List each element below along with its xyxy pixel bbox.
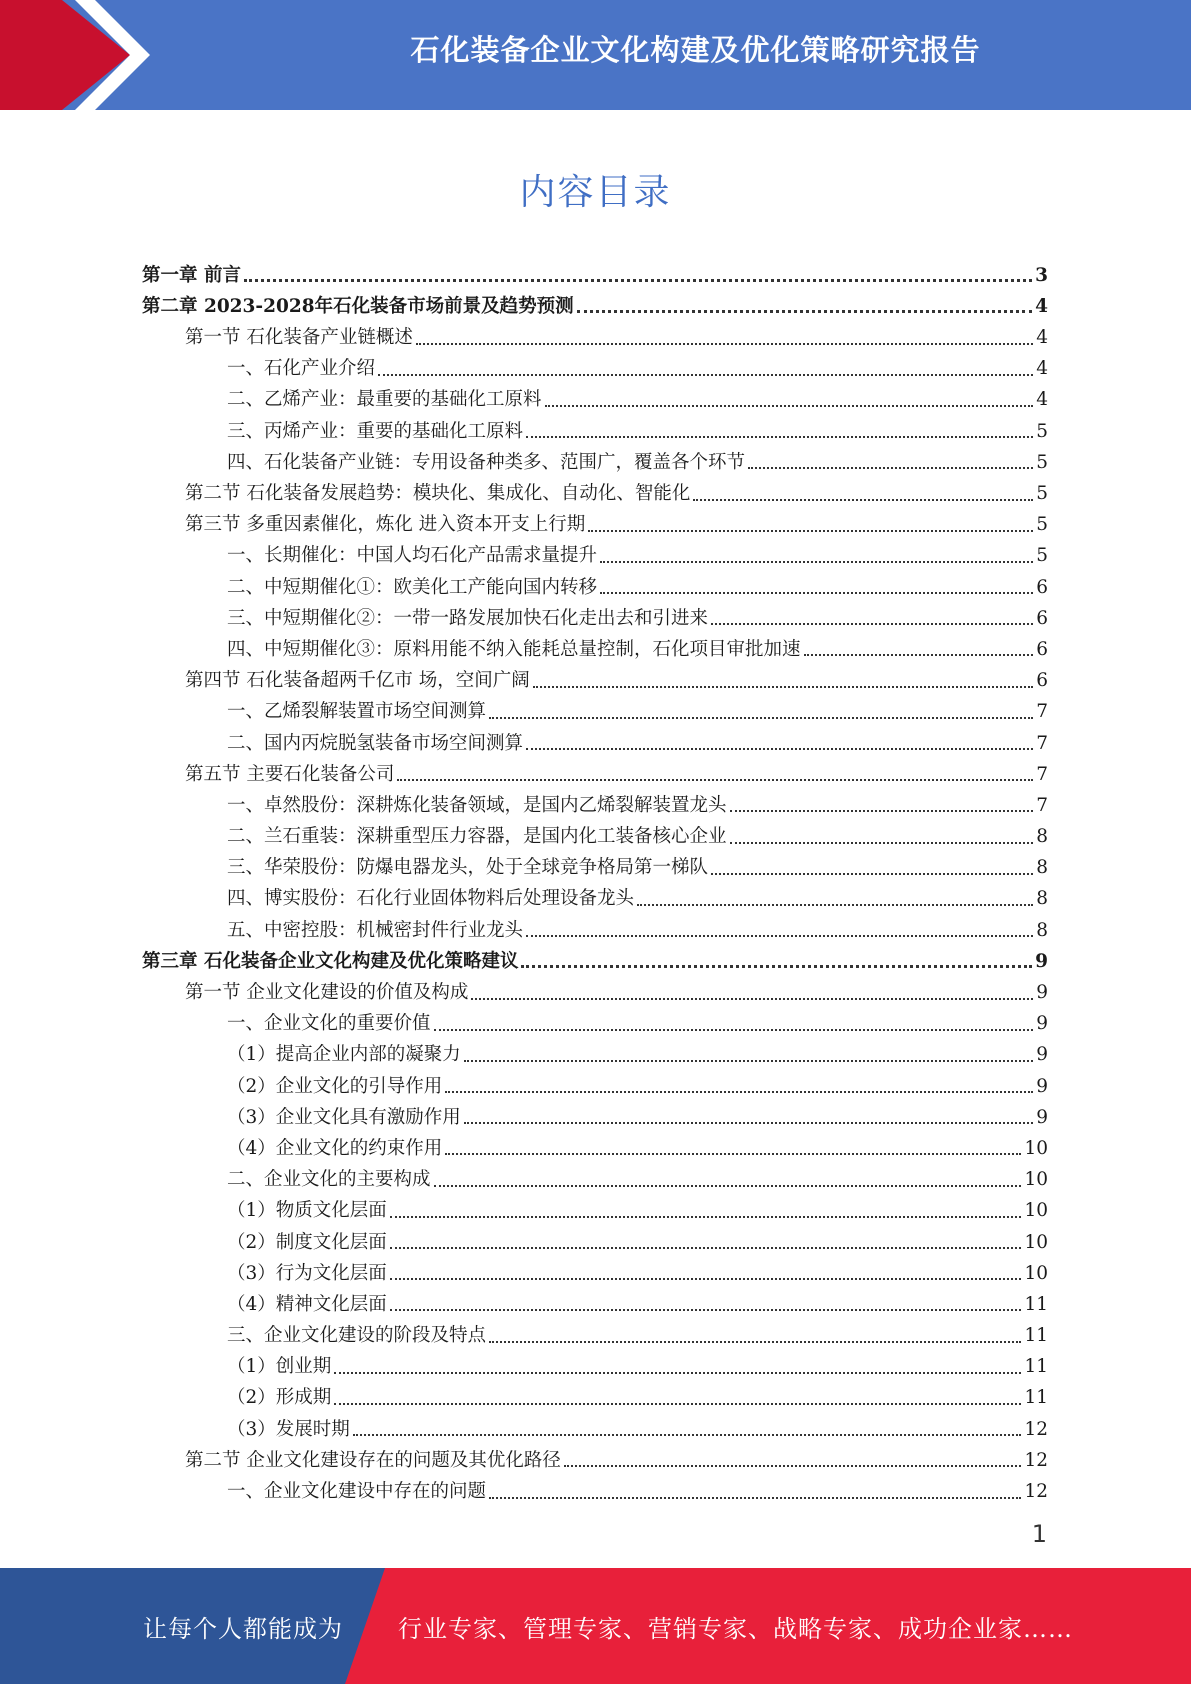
toc-entry-page: 8 [1036, 857, 1048, 879]
toc-entry-title: 五、中密控股：机械密封件行业龙头 [227, 919, 524, 941]
toc-leader-dots [378, 374, 1033, 376]
toc-entry-title: 第三节 多重因素催化，炼化 进入资本开支上行期 [185, 514, 586, 536]
toc-entry-page: 11 [1024, 1387, 1048, 1409]
toc-leader-dots [390, 1309, 1022, 1311]
toc-leader-dots [445, 1091, 1033, 1093]
toc-leader-dots [600, 592, 1033, 594]
toc-entry-title: 二、乙烯产业：最重要的基础化工原料 [227, 389, 542, 411]
toc-entry-title: 三、企业文化建设的阶段及特点 [227, 1325, 487, 1347]
toc-entry-page: 10 [1024, 1169, 1048, 1191]
toc-entry-title: （4）精神文化层面 [227, 1293, 387, 1315]
toc-entry[interactable] [142, 441, 1048, 472]
toc-entry-title: 四、中短期催化③：原料用能不纳入能耗总量控制，石化项目审批加速 [227, 638, 801, 660]
toc-entry-title: 三、华荣股份：防爆电器龙头，处于全球竞争格局第一梯队 [227, 857, 709, 879]
toc-entry-title: （3）发展时期 [227, 1418, 350, 1440]
toc-leader-dots [637, 904, 1033, 906]
toc-entry[interactable] [142, 1158, 1048, 1189]
toc-entry-title: 第四节 石化装备超两千亿市 场，空间广阔 [185, 670, 530, 692]
toc-entry[interactable] [142, 1283, 1048, 1314]
toc-leader-dots [434, 1185, 1022, 1187]
toc-leader-dots [416, 343, 1033, 345]
toc-leader-dots [397, 779, 1033, 781]
toc-leader-dots [353, 1434, 1022, 1436]
toc-leader-dots [471, 998, 1033, 1000]
table-of-contents [142, 254, 1048, 1502]
toc-entry-title: 第一节 石化装备产业链概述 [185, 327, 413, 349]
toc-entry-page: 3 [1035, 264, 1048, 286]
toc-leader-dots [334, 1403, 1021, 1405]
toc-entry[interactable] [142, 1034, 1048, 1065]
toc-entry-title: 一、长期催化：中国人均石化产品需求量提升 [227, 545, 598, 567]
toc-entry[interactable] [142, 722, 1048, 753]
toc-entry-page: 5 [1036, 483, 1048, 504]
toc-entry-page: 6 [1036, 638, 1048, 660]
header-arrow-decoration [0, 0, 240, 110]
toc-entry-page: 10 [1024, 1200, 1048, 1222]
toc-entry[interactable] [142, 847, 1048, 878]
toc-entry[interactable] [142, 815, 1048, 846]
toc-entry[interactable] [142, 1065, 1048, 1096]
toc-leader-dots [464, 1122, 1033, 1124]
toc-entry[interactable] [142, 1314, 1048, 1345]
toc-leader-dots [244, 279, 1032, 282]
toc-entry[interactable] [142, 316, 1048, 347]
toc-entry-title: 二、兰石重装：深耕重型压力容器，是国内化工装备核心企业 [227, 826, 727, 848]
toc-entry-page: 5 [1036, 514, 1048, 536]
toc-entry-page: 10 [1024, 1262, 1048, 1284]
toc-entry-title: 二、中短期催化①：欧美化工产能向国内转移 [227, 576, 598, 598]
toc-entry[interactable] [142, 1408, 1048, 1439]
toc-leader-dots [711, 623, 1033, 625]
toc-entry-title: （2）形成期 [227, 1387, 332, 1409]
toc-entry[interactable] [142, 1346, 1048, 1377]
toc-entry-title: （3）企业文化具有激励作用 [227, 1106, 461, 1128]
toc-entry-title: 第二节 企业文化建设存在的问题及其优化路径 [185, 1449, 561, 1471]
toc-entry[interactable] [142, 940, 1048, 971]
toc-entry-page: 5 [1036, 420, 1048, 442]
toc-entry-page: 6 [1036, 670, 1048, 692]
toc-entry-title: （2）企业文化的引导作用 [227, 1075, 443, 1097]
toc-entry-page: 9 [1036, 1013, 1048, 1035]
toc-entry-page: 6 [1036, 607, 1048, 629]
toc-entry-title: （1）提高企业内部的凝聚力 [227, 1044, 461, 1066]
toc-entry-page: 10 [1024, 1137, 1048, 1159]
toc-entry-page: 11 [1024, 1293, 1048, 1315]
toc-entry[interactable] [142, 628, 1048, 659]
toc-leader-dots [564, 1465, 1022, 1467]
toc-entry-title: （4）企业文化的约束作用 [227, 1137, 443, 1159]
toc-entry[interactable] [142, 1252, 1048, 1283]
toc-entry-page: 9 [1036, 1075, 1048, 1097]
toc-entry-page: 7 [1036, 794, 1048, 816]
toc-leader-dots [711, 873, 1033, 875]
toc-entry-title: 第三章 石化装备企业文化构建及优化策略建议 [142, 950, 519, 972]
toc-entry[interactable] [142, 878, 1048, 909]
toc-entry-page: 4 [1036, 389, 1048, 411]
toc-entry-title: 一、石化产业介绍 [227, 358, 376, 380]
toc-entry-page: 4 [1035, 295, 1048, 317]
toc-leader-dots [526, 748, 1033, 750]
toc-entry-page: 4 [1036, 327, 1048, 349]
toc-entry[interactable] [142, 566, 1048, 597]
toc-entry-title: 二、企业文化的主要构成 [227, 1169, 431, 1191]
toc-leader-dots [577, 310, 1033, 313]
toc-entry[interactable] [142, 753, 1048, 784]
toc-entry-page: 6 [1036, 576, 1048, 598]
toc-leader-dots [600, 561, 1033, 563]
toc-leader-dots [804, 654, 1034, 656]
toc-entry-title: 第五节 主要石化装备公司 [185, 763, 395, 785]
toc-entry-title: 一、企业文化的重要价值 [227, 1013, 431, 1035]
footer-slogan-right: 行业专家、管理专家、营销专家、战略专家、成功企业家…… [398, 1614, 1073, 1643]
toc-entry-title: 第二节 石化装备发展趋势：模块化、集成化、自动化、智能化 [185, 483, 691, 504]
toc-leader-dots [489, 1341, 1021, 1343]
toc-entry[interactable] [142, 909, 1048, 940]
toc-entry[interactable] [142, 971, 1048, 1002]
toc-entry-page: 4 [1036, 358, 1048, 380]
toc-entry-page: 9 [1036, 982, 1048, 1003]
toc-leader-dots [588, 530, 1033, 532]
toc-entry-title: 四、博实股份：石化行业固体物料后处理设备龙头 [227, 888, 635, 910]
toc-leader-dots [748, 467, 1033, 469]
toc-entry-page: 7 [1036, 763, 1048, 785]
toc-leader-dots [434, 1029, 1034, 1031]
toc-entry[interactable] [142, 348, 1048, 379]
toc-entry[interactable] [142, 1003, 1048, 1034]
toc-entry-title: （3）行为文化层面 [227, 1262, 387, 1284]
toc-leader-dots [334, 1372, 1021, 1374]
toc-entry[interactable] [142, 1439, 1048, 1470]
toc-heading: 内容目录 [519, 172, 672, 213]
toc-entry-page: 7 [1036, 732, 1048, 754]
toc-entry[interactable] [142, 597, 1048, 628]
toc-leader-dots [521, 965, 1032, 968]
toc-entry[interactable] [142, 379, 1048, 410]
toc-leader-dots [526, 436, 1033, 438]
toc-entry[interactable] [142, 472, 1048, 503]
toc-entry[interactable] [142, 784, 1048, 815]
toc-entry[interactable] [142, 285, 1048, 316]
toc-entry[interactable] [142, 1377, 1048, 1408]
toc-entry-title: 三、中短期催化②：一带一路发展加快石化走出去和引进来 [227, 607, 709, 629]
toc-entry-page: 9 [1035, 950, 1048, 972]
toc-entry-page: 11 [1024, 1356, 1048, 1378]
toc-leader-dots [390, 1247, 1022, 1249]
toc-entry-page: 8 [1036, 919, 1048, 941]
toc-leader-dots [390, 1216, 1022, 1218]
toc-entry[interactable] [142, 535, 1048, 566]
toc-entry-title: （1）创业期 [227, 1356, 332, 1378]
toc-entry[interactable] [142, 410, 1048, 441]
toc-entry[interactable] [142, 1221, 1048, 1252]
page-number: 1 [1031, 1520, 1047, 1548]
toc-entry-page: 7 [1036, 701, 1048, 723]
toc-leader-dots [533, 686, 1033, 688]
toc-entry[interactable] [142, 1190, 1048, 1221]
toc-leader-dots [445, 1153, 1021, 1155]
toc-entry[interactable] [142, 504, 1048, 535]
toc-entry-title: 第一节 企业文化建设的价值及构成 [185, 982, 469, 1003]
toc-leader-dots [545, 405, 1034, 407]
toc-entry[interactable] [142, 1096, 1048, 1127]
toc-entry[interactable] [142, 659, 1048, 690]
toc-entry-page: 9 [1036, 1044, 1048, 1066]
toc-entry[interactable] [142, 254, 1048, 285]
header-banner [0, 0, 1191, 110]
toc-entry-page: 12 [1024, 1481, 1048, 1502]
toc-entry-page: 10 [1024, 1231, 1048, 1253]
toc-entry-title: （1）物质文化层面 [227, 1200, 387, 1222]
toc-leader-dots [730, 842, 1034, 844]
toc-entry-title: 第一章 前言 [142, 264, 241, 286]
toc-entry-title: 一、企业文化建设中存在的问题 [227, 1481, 487, 1502]
toc-entry[interactable] [142, 1470, 1048, 1501]
toc-entry-page: 5 [1036, 451, 1048, 473]
toc-entry-page: 9 [1036, 1106, 1048, 1128]
toc-entry-page: 12 [1024, 1449, 1048, 1471]
toc-entry-page: 8 [1036, 888, 1048, 910]
toc-entry-title: 一、卓然股份：深耕炼化装备领域，是国内乙烯裂解装置龙头 [227, 794, 727, 816]
footer-slogan-left: 让每个人都能成为 [143, 1614, 343, 1643]
toc-entry-title: 第二章 2023-2028年石化装备市场前景及趋势预测 [142, 295, 574, 317]
toc-entry-title: 二、国内丙烷脱氢装备市场空间测算 [227, 732, 524, 754]
toc-leader-dots [390, 1278, 1022, 1280]
toc-leader-dots [464, 1060, 1033, 1062]
toc-entry-title: （2）制度文化层面 [227, 1231, 387, 1253]
toc-entry-title: 三、丙烯产业：重要的基础化工原料 [227, 420, 524, 442]
toc-entry-title: 四、石化装备产业链：专用设备种类多、范围广，覆盖各个环节 [227, 451, 746, 473]
toc-entry[interactable] [142, 691, 1048, 722]
toc-entry-page: 11 [1024, 1325, 1048, 1347]
toc-entry[interactable] [142, 1127, 1048, 1158]
footer-banner [0, 1568, 1191, 1684]
toc-entry-page: 12 [1024, 1418, 1048, 1440]
report-title: 石化装备企业文化构建及优化策略研究报告 [410, 32, 981, 67]
toc-leader-dots [693, 499, 1033, 501]
toc-entry-title: 一、乙烯裂解装置市场空间测算 [227, 701, 487, 723]
toc-leader-dots [489, 1497, 1021, 1499]
toc-leader-dots [489, 717, 1033, 719]
toc-leader-dots [730, 810, 1034, 812]
toc-entry-page: 5 [1036, 545, 1048, 567]
toc-leader-dots [526, 935, 1033, 937]
toc-entry-page: 8 [1036, 826, 1048, 848]
